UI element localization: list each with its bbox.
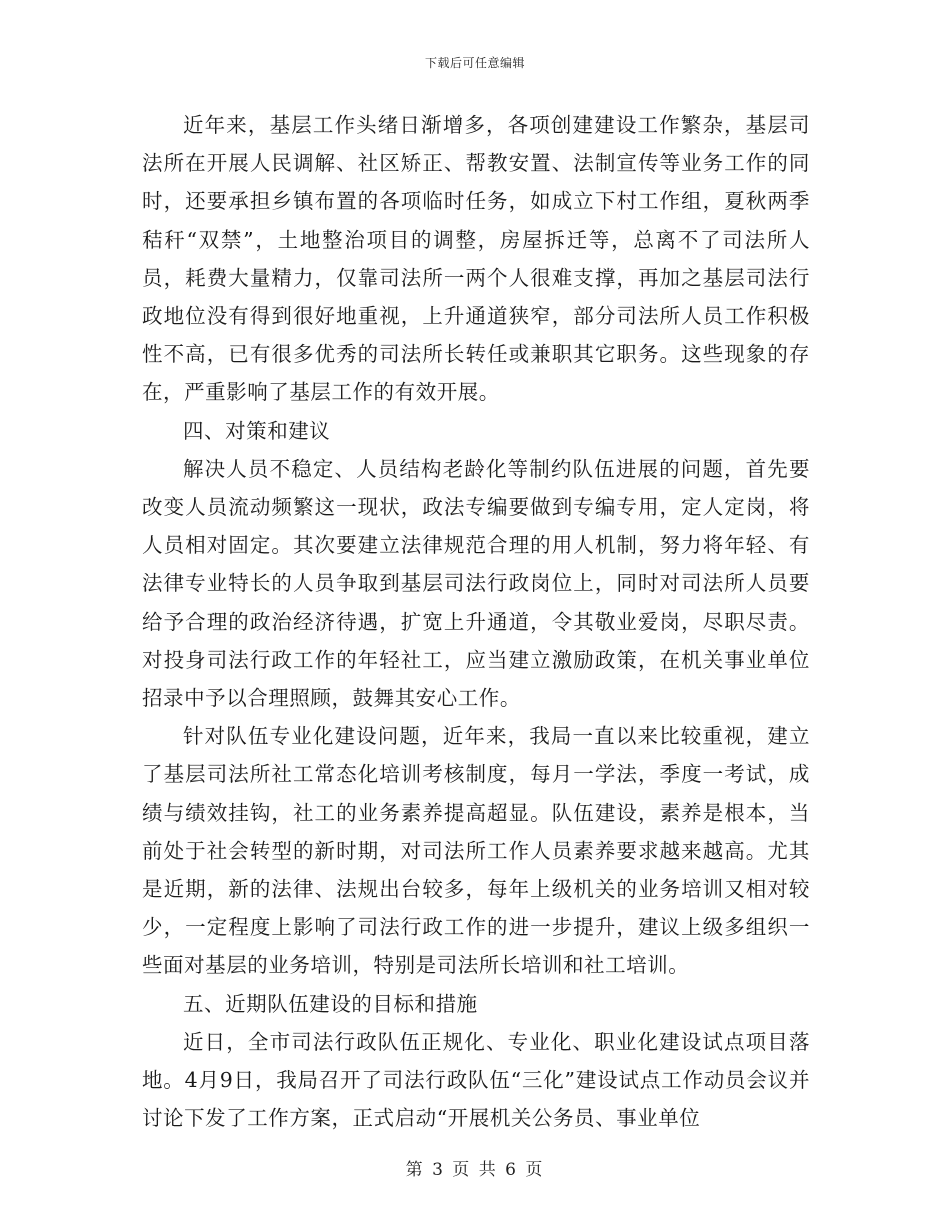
paragraph-professional-training: 针对队伍专业化建设问题，近年来，我局一直以来比较重视，建立了基层司法所社工常态化培训考核制度，每月一学法，季度一考试，成绩与绩效挂钩，社工的业务素养提高超显。队伍建设，素养是根本，当前处于社会转型的新时期，对司法所工作人员素养要求越来越高。尤其是近期，新的法律、法规出台较多，每年上级机关的业务培训又相对较少，一定程度上影响了司法行政工作的进一步提升，建议上级多组织一些面对基层的业务培训，特别是司法所长培训和社工培训。 — [142, 724, 810, 978]
document-body — [142, 106, 810, 1137]
paragraph-grassroots-workload: 近年来，基层工作头绪日渐增多，各项创建建设工作繁杂，基层司法所在开展人民调解、社区矫正、帮教安置、法制宣传等业务工作的同时，还要承担乡镇布置的各项临时任务，如成立下村工作组，夏秋两季秸秆“双禁”，土地整治项目的调整，房屋拆迁等，总离不了司法所人员，耗费大量精力，仅靠司法所一两个人很难支撑，再加之基层司法行政地位没有得到很好地重视，上升通道狭窄，部分司法所人员工作积极性不高，已有很多优秀的司法所长转任或兼职其它职务。这些现象的存在，严重影响了基层工作的有效开展。 — [142, 113, 810, 405]
page-footer-number: 第 3 页 共 6 页 — [405, 1160, 545, 1180]
section-heading-recent-goals: 五、近期队伍建设的目标和措施 — [183, 991, 478, 1016]
paragraph-pilot-project: 近日，全市司法行政队伍正规化、专业化、职业化建设试点项目落地。4月9日，我局召开了司法行政队伍“三化”建设试点工作动员会议并讨论下发了工作方案，正式启动“开展机关公务员、事业单位 — [142, 1029, 810, 1131]
section-heading-countermeasures: 四、对策和建议 — [183, 418, 331, 443]
paragraph-personnel-stability: 解决人员不稳定、人员结构老龄化等制约队伍进展的问题，首先要改变人员流动频繁这一现状，政法专编要做到专编专用，定人定岗，将人员相对固定。其次要建立法律规范合理的用人机制，努力将年轻、有法律专业特长的人员争取到基层司法行政岗位上，同时对司法所人员要给予合理的政治经济待遇，扩宽上升通道，令其敬业爱岗，尽职尽责。对投身司法行政工作的年轻社工，应当建立激励政策，在机关事业单位招录中予以合理照顾，鼓舞其安心工作。 — [142, 456, 810, 711]
page-header: 下载后可任意编辑 — [424, 56, 525, 70]
